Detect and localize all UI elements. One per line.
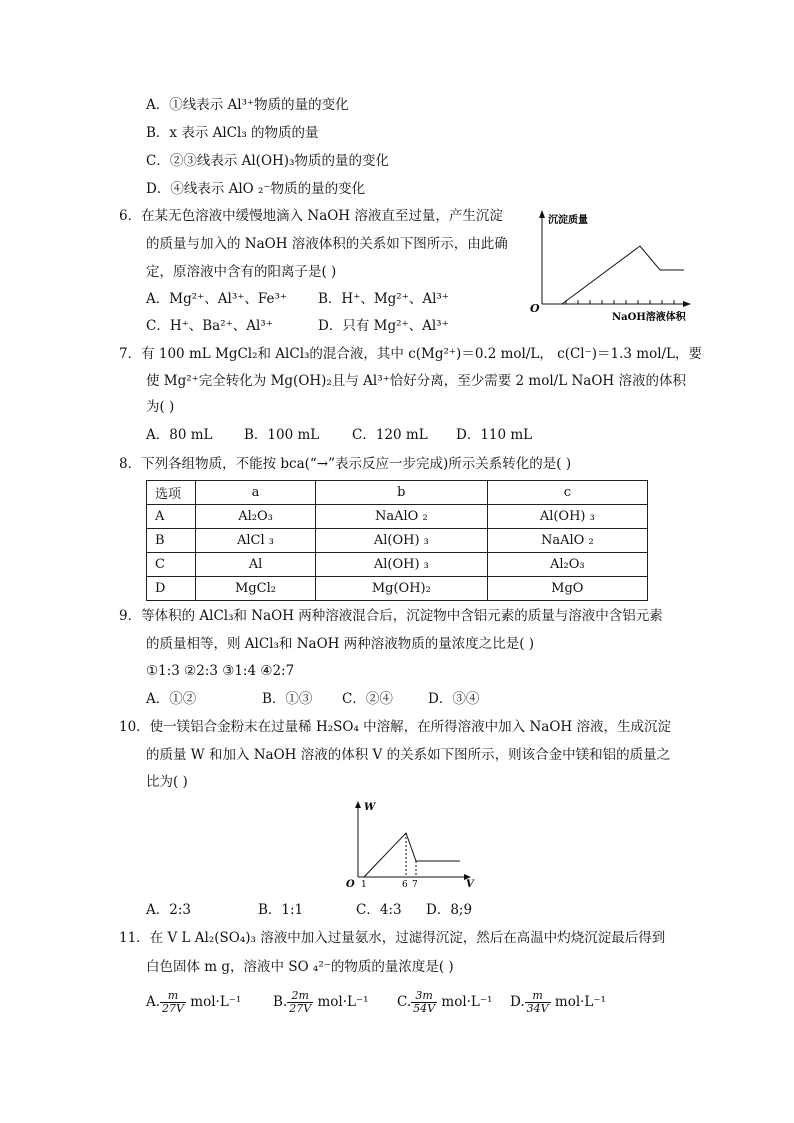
q11-option-c xyxy=(397,988,492,1016)
q5-option-b: B．x 表示 AlCl₃ 的物质的量 xyxy=(146,125,319,141)
q7-option-a: A．80 mL xyxy=(146,427,213,443)
q10-tick-7: 7 xyxy=(412,880,418,890)
table-cell: B xyxy=(147,529,196,553)
q5-option-a: A．①线表示 Al³⁺物质的量的变化 xyxy=(146,97,349,113)
table-header-cell: 选项 xyxy=(147,481,196,505)
q7-stem-line1: 7．有 100 mL MgCl₂和 AlCl₃的混合液，其中 c(Mg²⁺)＝0.2 mol/L， c(Cl⁻)＝1.3 mol/L，要 xyxy=(119,346,703,362)
q6-x-label: NaOH溶液体积 xyxy=(612,312,686,323)
fraction xyxy=(287,990,313,1015)
fraction-numerator: 2m xyxy=(287,990,313,1003)
q11-option-unit: mol·L⁻¹ xyxy=(190,994,242,1010)
q9-stem-line1: 9．等体积的 AlCl₃和 NaOH 两种溶液混合后，沉淀物中含铝元素的质量与溶液中含铝元素 xyxy=(119,608,663,624)
q9-choices: ①1:3 ②2:3 ③1:4 ④2:7 xyxy=(146,663,295,679)
q7-option-d: D．110 mL xyxy=(456,427,533,443)
q7-stem-line3: 为( ) xyxy=(146,399,175,415)
table-cell: A xyxy=(147,505,196,529)
q10-option-c: C．4:3 xyxy=(356,902,402,918)
table-cell: Al(OH) ₃ xyxy=(487,505,647,529)
q6-stem-line1: 6．在某无色溶液中缓慢地滴入 NaOH 溶液直至过量，产生沉淀 xyxy=(119,208,503,224)
q6-option-b: B．H⁺、Mg²⁺、Al³⁺ xyxy=(318,291,449,307)
q11-option-unit: mol·L⁻¹ xyxy=(554,994,606,1010)
q10-stem-line1: 10．使一镁铝合金粉末在过量稀 H₂SO₄ 中溶解，在所得溶液中加入 NaOH 溶液，生成沉淀 xyxy=(119,719,671,735)
q7-option-c: C．120 mL xyxy=(352,427,428,443)
q10-option-b: B．1:1 xyxy=(258,902,304,918)
q6-x-arrow xyxy=(683,301,691,307)
fraction-denominator: 27V xyxy=(289,1002,312,1015)
table-cell: C xyxy=(147,553,196,577)
table-cell: AlCl ₃ xyxy=(196,529,316,553)
q9-option-a: A．①② xyxy=(146,691,197,707)
q10-y-label: W xyxy=(364,802,376,813)
q10-curve xyxy=(364,833,460,877)
table-row xyxy=(147,529,648,553)
table-header-cell: c xyxy=(487,481,647,505)
table-cell: Al₂O₃ xyxy=(487,553,647,577)
q11-option-label: C. xyxy=(397,994,412,1010)
q6-option-a: A．Mg²⁺、Al³⁺、Fe³⁺ xyxy=(146,291,288,307)
table-cell: Al(OH) ₃ xyxy=(316,529,488,553)
q6-x-ticks xyxy=(566,300,674,304)
fraction-denominator: 34V xyxy=(526,1002,549,1015)
q7-stem-line2: 使 Mg²⁺完全转化为 Mg(OH)₂且与 Al³⁺恰好分离，至少需要 2 mol/L NaOH 溶液的体积 xyxy=(146,373,686,389)
fraction-numerator: 3m xyxy=(411,990,437,1003)
table-cell: Al₂O₃ xyxy=(196,505,316,529)
table-cell: Al(OH) ₃ xyxy=(316,553,488,577)
q10-precipitate-graph xyxy=(340,797,480,893)
q10-x-label: V xyxy=(466,879,474,890)
fraction xyxy=(160,990,186,1015)
q10-y-arrow xyxy=(355,801,361,808)
q11-stem-line1: 11．在 V L Al₂(SO₄)₃ 溶液中加入过量氨水，过滤得沉淀，然后在高温中灼烧沉淀最后得到 xyxy=(119,930,666,946)
table-row xyxy=(147,577,648,601)
table-cell: NaAlO ₂ xyxy=(487,529,647,553)
q6-y-label: 沉淀质量 xyxy=(548,215,588,226)
q6-stem-line2: 的质量与加入的 NaOH 溶液体积的关系如下图所示，由此确 xyxy=(146,236,508,252)
q11-stem-line2: 白色固体 m g，溶液中 SO ₄²⁻的物质的量浓度是( ) xyxy=(146,959,454,975)
q11-option-label: A. xyxy=(146,994,161,1010)
fraction-denominator: 54V xyxy=(413,1002,436,1015)
q11-option-label: B. xyxy=(273,994,288,1010)
table-cell: MgO xyxy=(487,577,647,601)
table-row xyxy=(147,505,648,529)
q11-option-unit: mol·L⁻¹ xyxy=(317,994,369,1010)
q11-option-b xyxy=(273,988,369,1016)
table-row xyxy=(147,553,648,577)
q6-curve xyxy=(562,246,684,304)
fraction-numerator: m xyxy=(525,990,551,1003)
q11-option-label: D. xyxy=(510,994,525,1010)
q9-option-d: D．③④ xyxy=(428,691,480,707)
q10-stem-line3: 比为( ) xyxy=(146,774,188,790)
q10-tick-1: 1 xyxy=(361,880,367,890)
fraction-numerator: m xyxy=(160,990,186,1003)
fraction xyxy=(525,990,551,1015)
q7-option-b: B．100 mL xyxy=(244,427,320,443)
table-header-cell: a xyxy=(196,481,316,505)
q9-option-c: C．②④ xyxy=(342,691,393,707)
q6-origin-label: O xyxy=(530,302,540,315)
table-cell: NaAlO ₂ xyxy=(316,505,488,529)
q6-option-c: C．H⁺、Ba²⁺、Al³⁺ xyxy=(146,318,273,334)
q6-option-d: D．只有 Mg²⁺、Al³⁺ xyxy=(318,318,449,334)
q10-option-d: D．8;9 xyxy=(426,902,473,918)
q11-option-d xyxy=(510,988,606,1016)
q6-precipitate-graph xyxy=(528,208,698,326)
q5-option-d: D．④线表示 AlO ₂⁻物质的量的变化 xyxy=(146,181,366,197)
q10-option-a: A．2:3 xyxy=(146,902,191,918)
table-cell: MgCl₂ xyxy=(196,577,316,601)
q9-option-b: B．①③ xyxy=(262,691,313,707)
q6-y-arrow xyxy=(539,210,545,218)
table-cell: Mg(OH)₂ xyxy=(316,577,488,601)
q9-stem-line2: 的质量相等，则 AlCl₃和 NaOH 两种溶液物质的量浓度之比是( ) xyxy=(146,636,535,652)
table-header-row xyxy=(147,481,648,505)
q8-stem: 8．下列各组物质，不能按 bca(“→”表示反应一步完成)所示关系转化的是( ) xyxy=(119,456,572,472)
table-header-cell: b xyxy=(316,481,488,505)
table-cell: Al xyxy=(196,553,316,577)
q6-stem-line3: 定，原溶液中含有的阳离子是( ) xyxy=(146,264,337,280)
fraction xyxy=(411,990,437,1015)
q11-option-a xyxy=(146,988,241,1016)
q8-options-table xyxy=(146,480,648,601)
fraction-denominator: 27V xyxy=(162,1002,184,1015)
table-cell: D xyxy=(147,577,196,601)
q5-option-c: C．②③线表示 Al(OH)₃物质的量的变化 xyxy=(146,153,389,169)
q11-option-unit: mol·L⁻¹ xyxy=(441,994,493,1010)
q10-tick-6: 6 xyxy=(402,880,408,890)
q10-stem-line2: 的质量 W 和加入 NaOH 溶液的体积 V 的关系如下图所示，则该合金中镁和铝的质量之 xyxy=(146,747,671,763)
q10-origin-label: O xyxy=(346,879,355,890)
